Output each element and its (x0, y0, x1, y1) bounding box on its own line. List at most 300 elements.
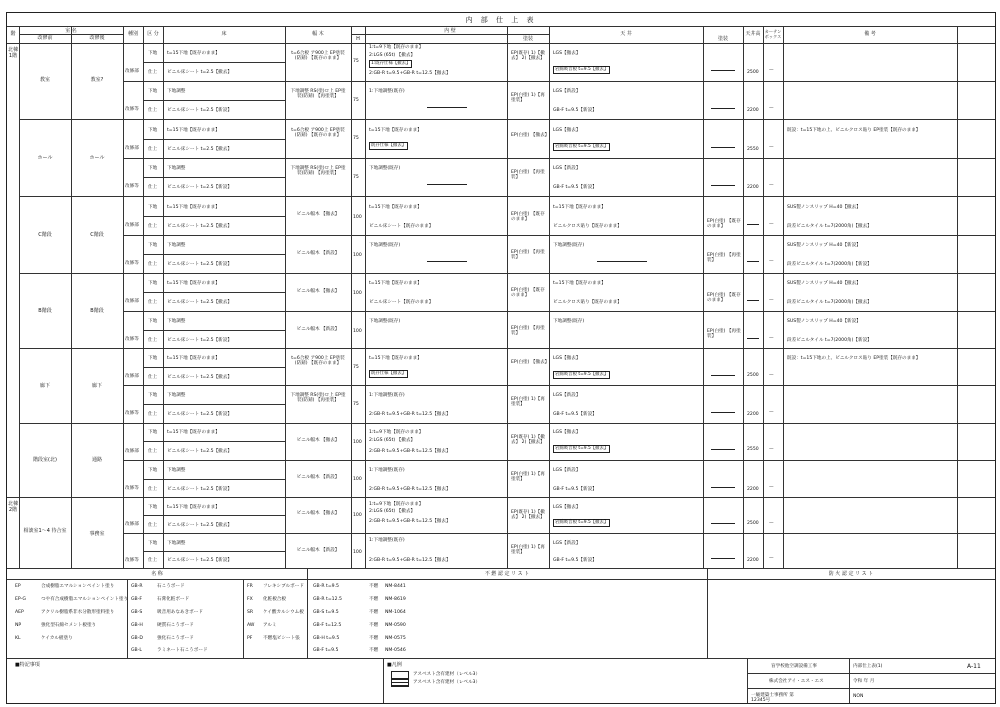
div-base: 下地 (148, 51, 158, 56)
room-sep (19, 497, 995, 498)
curtain-box: — (769, 410, 774, 415)
asbestos-label-2: アスベスト含有建材（レベル3） (413, 680, 481, 685)
floor-finish-text: ビニル床シート t=2.5【撤去】 (167, 523, 232, 528)
room-sep (19, 119, 995, 120)
wall-paint: EP(白塗) 【再塗装】 (511, 250, 545, 260)
hdr-room: 室 名 (65, 28, 77, 34)
col-line (743, 26, 744, 568)
ceiling-line: LGS【撤去】 (553, 430, 581, 435)
legend-spec: GB-H t=9.5 (313, 636, 340, 641)
ceiling-paint: EP(白塗) 【既存のまま】 (707, 293, 741, 303)
legend-kind: 不燃 (369, 584, 379, 589)
room-sep (19, 196, 995, 197)
div-finish: 仕上 (148, 108, 158, 113)
drawing-number: A-11 (967, 663, 981, 670)
kind-label: 改修部 (125, 449, 139, 454)
col-line (285, 26, 286, 568)
ceiling-h: 2550 (747, 447, 759, 452)
div-finish: 仕上 (148, 487, 158, 492)
room-new: ホール (89, 155, 105, 161)
hdr-remarks: 備 考 (864, 31, 876, 37)
div-finish: 仕上 (148, 70, 158, 75)
col-line (143, 26, 144, 568)
div-sep (143, 515, 285, 516)
ceiling-line: GB-F t=9.5【新設】 (553, 108, 597, 113)
floor-finish-text: ビニル床シート t=2.5【撤去】 (167, 70, 232, 75)
ceiling-paint: EP(白塗) 【再塗装】 (707, 329, 741, 339)
legend-name: ケイカル板塗り (41, 636, 73, 641)
floor-base-text: t=15下地【既存のまま】 (167, 356, 220, 361)
remarks-text: SUS製ノンスリップ H=40【撤去】 (787, 205, 861, 210)
room-new: 教室? (90, 77, 104, 83)
wall-paint: EP(白塗) 【既存のまま】 (511, 288, 545, 298)
baseboard-text: ビニル幅木 【撤去】 (296, 289, 340, 294)
curtain-box: — (769, 259, 774, 264)
wall-h: 75 (353, 365, 359, 370)
room-current: 教室 (39, 77, 50, 83)
legend-no: NM-8619 (385, 597, 406, 602)
wall-line: 1:下地調整(既存) (369, 538, 405, 543)
wall-paint: EP(白塗) 1)【再塗装】 (511, 397, 545, 407)
col-line (507, 26, 508, 568)
none-dash (427, 107, 467, 108)
div-finish: 仕上 (148, 224, 158, 229)
legend-kind: 不燃 (369, 623, 379, 628)
floor-finish-text: ビニル床シート t=2.5【新設】 (167, 262, 232, 267)
sub-sep (123, 81, 995, 82)
wall-line: t=15下地【既存のまま】 (369, 281, 422, 286)
kind-label: 改修等 (125, 184, 139, 189)
div-sep (143, 62, 285, 63)
col-line (351, 26, 352, 568)
floor-base-text: t=15下地【既存のまま】 (167, 281, 220, 286)
curtain-box: — (769, 145, 774, 150)
legend-code: FR (247, 584, 253, 589)
ceiling-h: 2500 (747, 521, 759, 526)
curtain-box: — (769, 556, 774, 561)
floor-base-text: 下地調整 (167, 166, 186, 171)
floor-finish-text: ビニル床シート t=2.5【新設】 (167, 412, 232, 417)
wall-line: 2:LGS (65t) 【撤去】 (369, 53, 416, 58)
div-sep (143, 216, 285, 217)
kind-label: 改修部 (125, 374, 139, 379)
legend-code: PF (247, 636, 253, 641)
wall-h: 75 (353, 175, 359, 180)
baseboard-text: ビニル幅木 【撤去】 (296, 511, 340, 516)
room-new: C階段 (90, 232, 104, 238)
drawing-scale: NON (853, 694, 864, 699)
div-sep (143, 441, 285, 442)
wall-line: ビニル床シート【既存のまま】 (369, 224, 434, 229)
legend-code: EP-G (15, 597, 26, 602)
hdr-ceiling: 天 井 (620, 31, 632, 37)
legend-name: 石膏化粧ボード (157, 597, 190, 602)
ceiling-h: 2200 (747, 108, 759, 113)
div-finish: 仕上 (148, 449, 158, 454)
floor-finish-text: ビニル床シート t=2.5【撤去】 (167, 147, 232, 152)
baseboard-text: ビニル幅木 【新設】 (296, 327, 340, 332)
ceiling-line: LGS【新設】 (553, 89, 581, 94)
ceiling-highlight-box: 岩綿吸音板 t=9.5【撤去】 (555, 372, 609, 377)
legend-kind: 不燃 (369, 648, 379, 653)
asbestos-symbol-2 (391, 679, 409, 687)
kind-label: 改修部 (125, 223, 139, 228)
baseboard-text: 下地調整 RS(塗)ロ上 EP塗装(防錆) 【再塗装】 (290, 166, 346, 176)
floor-label-2: 北棟 2階 (7, 501, 18, 513)
col-line (783, 26, 784, 568)
floor-finish-text: ビニル床シート t=2.5【撤去】 (167, 300, 232, 305)
baseboard-text: ビニル幅木 【新設】 (296, 548, 340, 553)
floor-finish-text: ビニル床シート t=2.5【撤去】 (167, 224, 232, 229)
legend-code: SR (247, 610, 254, 615)
hdr-wall-h: H (356, 36, 360, 42)
div-finish: 仕上 (148, 375, 158, 380)
wall-line: 1:下地調整(既存) (369, 89, 405, 94)
none-dash (427, 261, 467, 262)
div-base: 下地 (148, 281, 158, 286)
legend-code: GB-R (131, 584, 143, 589)
none-dash (427, 184, 467, 185)
floor-label-1: 北棟 1階 (7, 47, 18, 59)
wall-line: t=15下地【既存のまま】 (369, 205, 422, 210)
ceiling-line: t=15下地【既存のまま】 (553, 281, 606, 286)
none-dash (711, 412, 735, 413)
wall-line: 2:GB-R t=9.5+GB-R t=12.5【撤去】 (369, 519, 451, 524)
wall-paint: EP(既存) 1)【撤去】 2)【撤去】 (511, 435, 545, 445)
div-finish: 仕上 (148, 262, 158, 267)
fire-list-title: 不 燃 認 定 リ ス ト (484, 571, 530, 577)
titleblock-divider (747, 658, 748, 703)
legend-col (307, 568, 308, 658)
ceiling-line: GB-F t=9.5【新設】 (553, 185, 597, 190)
wall-paint: EP(白塗) 1)【再塗装】 (511, 545, 545, 555)
legend-code: EP (15, 584, 21, 589)
floor-base-text: 下地調整 (167, 393, 186, 398)
room-current: 階段室(北) (33, 457, 57, 463)
legend-kind: 不燃 (369, 610, 379, 615)
wall-h: 75 (353, 98, 359, 103)
col-line (71, 26, 72, 568)
hdr-curtain: カーテン ボックス (764, 29, 782, 39)
none-dash (747, 261, 759, 262)
ceiling-h: 2200 (747, 558, 759, 563)
div-sep (143, 100, 285, 101)
wall-h: 100 (353, 440, 362, 445)
div-base: 下地 (148, 89, 158, 94)
div-sep (143, 177, 285, 178)
legend-no: NM-0575 (385, 636, 406, 641)
ceiling-line: GB-F t=9.5【新設】 (553, 558, 597, 563)
legend-code: NP (15, 623, 22, 628)
floor-base-text: t=15下地【既存のまま】 (167, 430, 220, 435)
baseboard-text: 下地調整 RS(塗)ロ上 EP塗装(防錆) 【再塗装】 (290, 89, 346, 99)
div-base: 下地 (148, 468, 158, 473)
titleblock-line (747, 673, 995, 674)
floor-finish-text: ビニル床シート t=2.5【撤去】 (167, 375, 232, 380)
legend-kind: 不燃 (369, 636, 379, 641)
legend-code: GB-D (131, 636, 143, 641)
div-base: 下地 (148, 505, 158, 510)
ceiling-line: ビニルクロス貼り【既存のまま】 (553, 224, 622, 229)
room-current: 相談室1〜4 待合室 (23, 528, 67, 534)
kind-label: 改修等 (125, 337, 139, 342)
floor-base-text: t=15下地【既存のまま】 (167, 51, 220, 56)
floor-finish-text: ビニル床シート t=2.5【新設】 (167, 338, 232, 343)
wall-line: 2:GB-R t=9.5+GB-R t=12.5【撤去】 (369, 412, 451, 417)
room-new: 通路 (91, 457, 102, 463)
div-base: 下地 (148, 319, 158, 324)
wall-h: 75 (353, 402, 359, 407)
div-sep (143, 367, 285, 368)
curtain-box: — (769, 521, 774, 526)
legend-no: NM-0546 (385, 648, 406, 653)
legend-box-title: ■凡例 (387, 662, 402, 668)
none-dash (747, 300, 759, 301)
remarks-text: 段差ビニルタイル t=7(2000角)【撤去】 (787, 224, 872, 229)
floor-base-text: 下地調整 (167, 89, 186, 94)
kind-label: 改修等 (125, 486, 139, 491)
wall-line: 1:t=9下地【既存のまま】 (369, 502, 424, 507)
ceiling-h: 2200 (747, 412, 759, 417)
header-top-line (7, 26, 995, 27)
ceiling-highlight-box: 岩綿吸音板 t=9.5【撤去】 (555, 446, 609, 451)
architect-reg: 一級建築士事務所 第12345号 (751, 693, 794, 703)
drawing-name: 内部仕上表(1) (853, 664, 883, 669)
wall-paint: EP(白塗) 【再塗装】 (511, 326, 545, 336)
none-dash (711, 108, 735, 109)
drawing-sheet (6, 12, 996, 704)
wall-h: 75 (353, 59, 359, 64)
hdr-baseboard: 幅 木 (312, 31, 324, 37)
legend-kind: 不燃 (369, 597, 379, 602)
col-line (703, 26, 704, 568)
none-dash (711, 523, 735, 524)
ceiling-highlight-box: 岩綿吸音板 t=9.5【撤去】 (555, 520, 609, 525)
div-finish: 仕上 (148, 300, 158, 305)
div-sep (143, 254, 285, 255)
div-finish: 仕上 (148, 185, 158, 190)
remarks-text: SUS製ノンスリップ H=40【新設】 (787, 243, 861, 248)
room-current: ホール (37, 155, 53, 161)
header-bottom-line (7, 43, 995, 44)
ceiling-line: ビニルクロス貼り【既存のまま】 (553, 300, 622, 305)
wall-line: ビニル床シート【既存のまま】 (369, 300, 434, 305)
legend-spec: GB-S t=9.5 (313, 610, 339, 615)
remarks-text: 既設：t=15下地の上、ビニルクロス貼り EP塗装【既存のまま】 (787, 128, 921, 133)
ceiling-line: LGS【新設】 (553, 541, 581, 546)
col-line (19, 26, 20, 568)
div-finish: 仕上 (148, 147, 158, 152)
titleblock-divider (849, 658, 850, 703)
hdr-div: 区 分 (147, 31, 159, 37)
col-line (123, 26, 124, 568)
legend-code: AEP (15, 610, 24, 615)
legend-code: GB-L (131, 648, 142, 653)
div-sep (143, 139, 285, 140)
legend-bottom-line (7, 658, 995, 659)
ceiling-line: LGS【撤去】 (553, 505, 581, 510)
wall-h: 100 (353, 253, 362, 258)
remarks-text: SUS製ノンスリップ H=40【新設】 (787, 319, 861, 324)
wall-h: 75 (353, 136, 359, 141)
none-dash (711, 185, 735, 186)
ceiling-h: 2500 (747, 70, 759, 75)
kind-label: 改修部 (125, 522, 139, 527)
titleblock-line (747, 688, 995, 689)
legend-no: NM-1064 (385, 610, 406, 615)
div-finish: 仕上 (148, 523, 158, 528)
div-base: 下地 (148, 166, 158, 171)
curtain-box: — (769, 373, 774, 378)
col-line (957, 26, 958, 568)
legend-no: NM-8441 (385, 584, 406, 589)
hdr-room-new: 改修後 (89, 35, 105, 41)
wall-line: 2:GB-R t=9.5+GB-R t=12.5【撤去】 (369, 449, 451, 454)
sub-sep (123, 158, 995, 159)
ceiling-line: LGS【新設】 (553, 166, 581, 171)
legend-col (243, 579, 244, 658)
curtain-box: — (769, 68, 774, 73)
remarks-text: SUS製ノンスリップ H=40【撤去】 (787, 281, 861, 286)
project-name: 盲学校他空調設備工事 (771, 664, 817, 669)
room-new: B階段 (90, 308, 104, 314)
ceiling-line: LGS【新設】 (553, 468, 581, 473)
floor-base-text: t=15下地【既存のまま】 (167, 128, 220, 133)
wall-h: 100 (353, 215, 362, 220)
sub-sep (123, 311, 995, 312)
kind-label: 改修部 (125, 146, 139, 151)
curtain-box: — (769, 298, 774, 303)
legend-name: つや有合成樹脂エマルションペイント塗り (41, 597, 129, 602)
wall-line: 2:GB-R t=9.5+GB-R t=12.5【撤去】 (369, 487, 451, 492)
kind-label: 改修部 (125, 69, 139, 74)
curtain-box: — (769, 447, 774, 452)
hdr-ceiling-h: 天井高 (745, 31, 761, 37)
asbestos-symbol-1 (391, 671, 409, 679)
baseboard-text: ビニル幅木 【新設】 (296, 475, 340, 480)
floor-base-text: 下地調整 (167, 541, 186, 546)
baseboard-text: t=6合板 ア900上 EP塗装(防錆) 【既存のまま】 (291, 128, 345, 138)
div-base: 下地 (148, 356, 158, 361)
div-base: 下地 (148, 541, 158, 546)
remarks-text: 段差ビニルタイル t=7(2000角)【新設】 (787, 262, 872, 267)
kind-label: 改修等 (125, 411, 139, 416)
sub-sep (123, 460, 995, 461)
legend-spec: GB-F t=9.5 (313, 648, 339, 653)
wall-h: 100 (353, 477, 362, 482)
wall-h: 100 (353, 513, 362, 518)
hdr-room-current: 改修前 (37, 35, 53, 41)
hdr-floor-finish: 床 (221, 31, 227, 37)
kind-label: 改修部 (125, 299, 139, 304)
wall-h: 100 (353, 550, 362, 555)
legend-name: 化粧板合板 (263, 597, 286, 602)
ceiling-paint: EP(白塗) 【既存のまま】 (707, 219, 741, 229)
wall-paint: EP(白塗) 1)【再塗装】 (511, 93, 545, 103)
legend-header-line (7, 579, 995, 580)
div-finish: 仕上 (148, 558, 158, 563)
hdr-kind: 種別 (127, 31, 138, 37)
wall-h: 100 (353, 329, 362, 334)
legend-no: NM-0590 (385, 623, 406, 628)
remarks-text: 既設：t=15下地の上、ビニルクロス貼り EP塗装【既存のまま】 (787, 356, 921, 361)
baseboard-text: ビニル幅木 【撤去】 (296, 438, 340, 443)
legend-spec: GB-F t=12.5 (313, 623, 342, 628)
legend-col (707, 568, 708, 658)
hdr-wall-paint: 塗装 (522, 36, 533, 42)
curtain-box: — (769, 485, 774, 490)
wall-paint: EP(白塗) 【撤去】 (511, 133, 550, 138)
ceiling-line: t=15下地【既存のまま】 (553, 205, 606, 210)
none-dash (711, 449, 735, 450)
legend-code: KL (15, 636, 21, 641)
wall-paint: EP(白塗) 【既存のまま】 (511, 212, 545, 222)
special-notes-label: ■特記事項 (15, 662, 40, 668)
baseboard-text: ビニル幅木 【撤去】 (296, 212, 340, 217)
div-base: 下地 (148, 393, 158, 398)
room-current: B階段 (38, 308, 52, 314)
div-sep (143, 292, 285, 293)
legend-name: ケイ酸カルシウム板 (263, 610, 304, 615)
table-bottom-line (7, 568, 995, 569)
remarks-text: 段差ビニルタイル t=7(2000角)【新設】 (787, 338, 872, 343)
sub-sep (123, 533, 995, 534)
ceiling-h: 2500 (747, 373, 759, 378)
floor-finish-text: ビニル床シート t=2.5【新設】 (167, 558, 232, 563)
floor-base-text: t=15下地【既存のまま】 (167, 205, 220, 210)
wall-highlight-box: 1:既存仕様【撤去】 (371, 61, 411, 66)
wall-line: t=15下地【既存のまま】 (369, 128, 422, 133)
baseboard-text: t=6合板 ア900上 EP塗装(防錆) 【既存のまま】 (291, 51, 345, 61)
floor-base-text: 下地調整 (167, 319, 186, 324)
floor-finish-text: ビニル床シート t=2.5【新設】 (167, 487, 232, 492)
floor-base-text: 下地調整 (167, 468, 186, 473)
floor-finish-text: ビニル床シート t=2.5【新設】 (167, 185, 232, 190)
room-new: 廊下 (91, 383, 102, 389)
legend-name: フレキシブルボード (263, 584, 304, 589)
wall-line: 1:t=9下地【既存のまま】 (369, 430, 424, 435)
div-sep (143, 404, 285, 405)
legend-name: アクリル樹脂系非水分散形塗料塗り (41, 610, 115, 615)
div-base: 下地 (148, 205, 158, 210)
sheet-title: 内 部 仕 上 表 (465, 16, 537, 24)
hdr-sub-line (19, 34, 123, 35)
room-sep (19, 348, 995, 349)
legend-code: FX (247, 597, 253, 602)
baseboard-text: t=6合板 ア900上 EP塗装(防錆) 【既存のまま】 (291, 356, 345, 366)
div-sep (143, 551, 285, 552)
floor-finish-text: ビニル床シート t=2.5【新設】 (167, 108, 232, 113)
legend-code: GB-S (131, 610, 143, 615)
wall-line: 2:GB-R t=9.5+GB-R t=12.5【撤去】 (369, 71, 451, 76)
remarks-text: 段差ビニルタイル t=7(2000角)【撤去】 (787, 300, 872, 305)
wall-paint: EP(白塗) 【撤去】 (511, 360, 550, 365)
wall-h: 100 (353, 291, 362, 296)
room-current: 廊下 (39, 383, 50, 389)
drawing-date: 令和 年 月 (853, 679, 875, 684)
hdr-wall: 内 壁 (444, 28, 456, 34)
none-dash (747, 338, 759, 339)
wall-paint: EP(既存) 1)【撤去】 2)【撤去】 (511, 51, 545, 61)
wall-line: 2:LGS (65t) 【撤去】 (369, 509, 416, 514)
ceiling-line: 下地調整(既存) (553, 319, 585, 324)
room-new: 事務室 (89, 531, 105, 537)
wall-line: t=15下地【既存のまま】 (369, 356, 422, 361)
div-finish: 仕上 (148, 338, 158, 343)
ceiling-line: LGS【撤去】 (553, 356, 581, 361)
div-sep (143, 479, 285, 480)
sub-sep (123, 235, 995, 236)
